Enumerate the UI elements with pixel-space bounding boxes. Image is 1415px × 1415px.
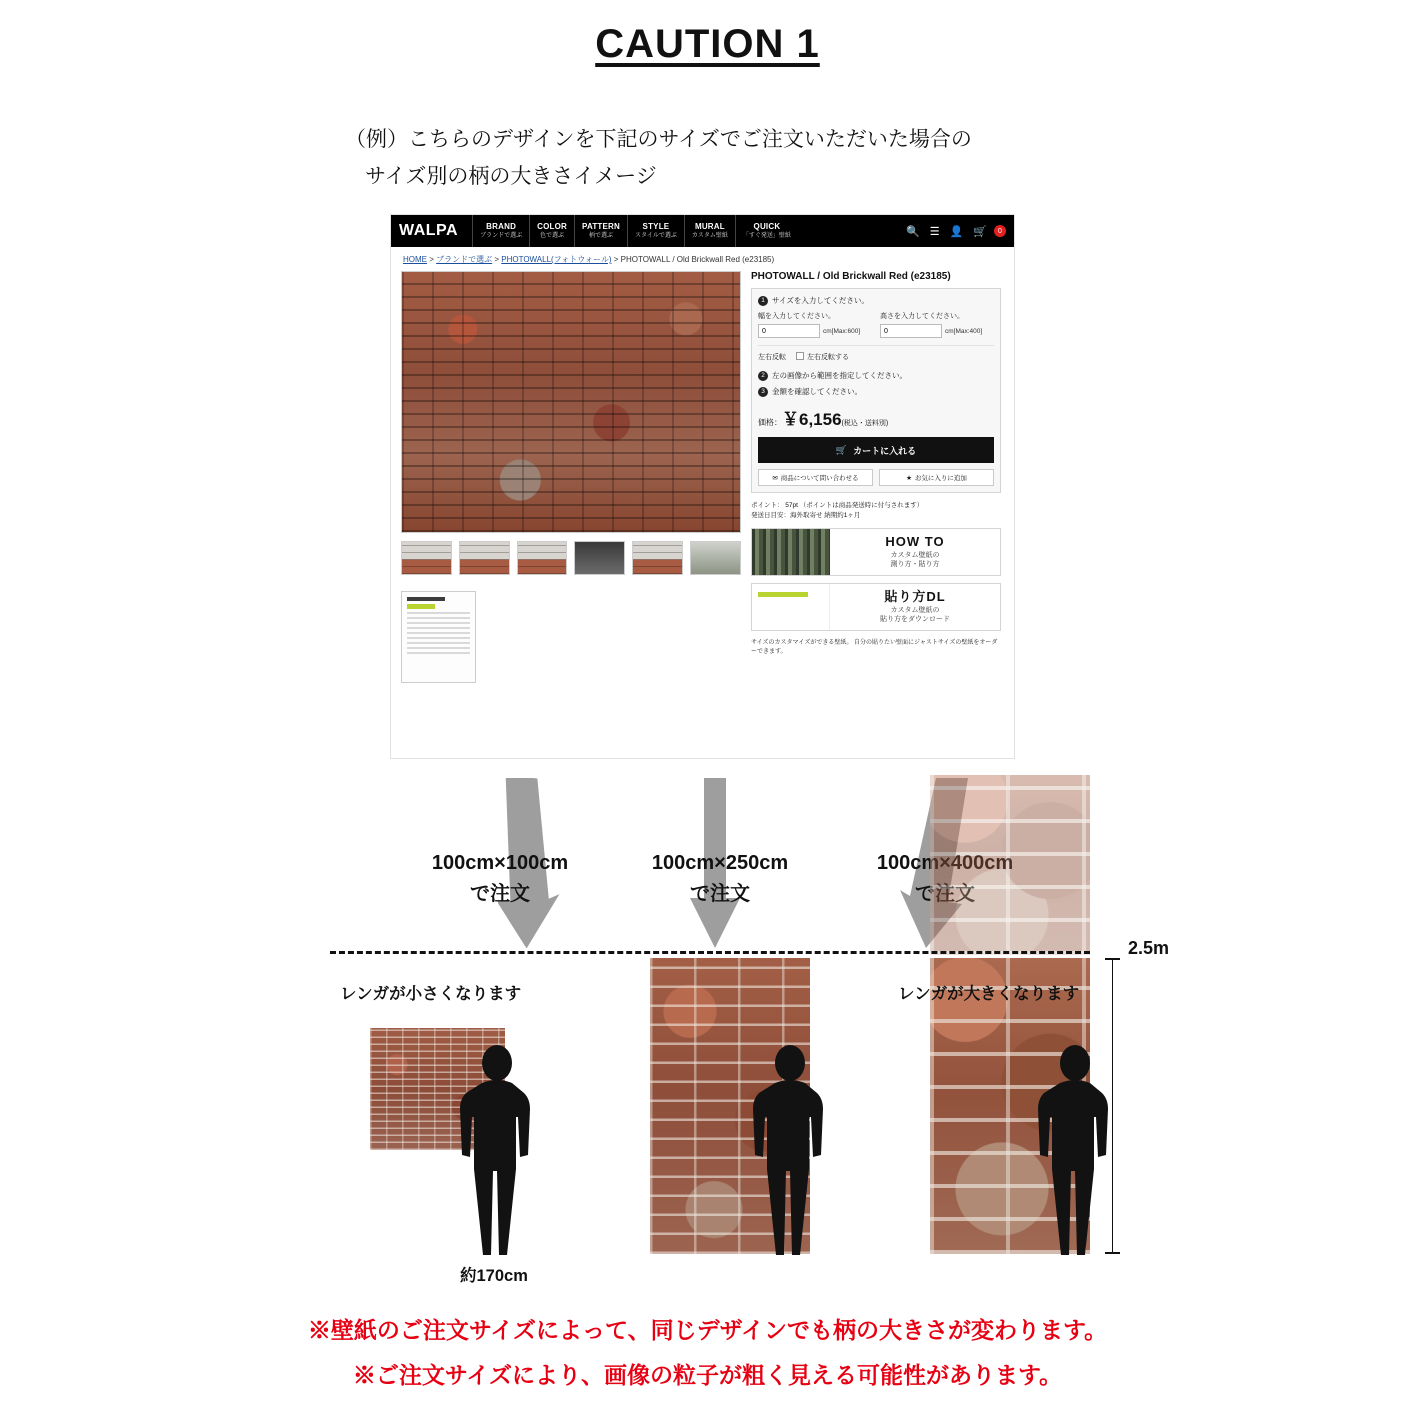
nav-item-style-en: STYLE	[642, 222, 670, 232]
warning-line-1: ※壁紙のご注文サイズによって、同じデザインでも柄の大きさが変わります。	[307, 1317, 1108, 1343]
howto-banner-sub1: カスタム壁紙の	[890, 551, 940, 559]
width-field-group	[758, 311, 872, 338]
nav-item-color[interactable]	[529, 215, 574, 247]
site-header	[391, 215, 1014, 247]
page-title: CAUTION 1	[595, 22, 820, 66]
point-note-line-1: ポイント： 57pt （ポイントは商品発送時に付与されます）	[751, 502, 924, 509]
nav-item-quick-en: QUICK	[753, 222, 781, 232]
height-reference-line	[330, 951, 1090, 954]
add-to-cart-label: カートに入れる	[853, 445, 917, 456]
height-label: 高さを入力してください。	[880, 313, 964, 320]
step-1-number: 1	[758, 296, 768, 306]
step-3	[758, 386, 994, 397]
breadcrumb: HOME > ブランドで選ぶ > PHOTOWALL(フォトウォール) > PHOTOWALL / Old Brickwall Red (e23185)	[403, 255, 775, 264]
size-input-panel	[751, 288, 1001, 493]
thumbnail-row	[401, 541, 741, 575]
product-gallery	[401, 271, 741, 683]
order-size-1: 100cm×100cm	[431, 852, 569, 874]
hanging-instructions-thumbnail[interactable]	[401, 591, 476, 683]
step-1	[758, 295, 994, 306]
thumbnail-4[interactable]	[574, 541, 625, 575]
main-nav	[472, 215, 898, 247]
warning-line-2: ※ご注文サイズにより、画像の粒子が粗く見える可能性があります。	[352, 1362, 1063, 1388]
howto-banner-sub2: 測り方・貼り方	[890, 561, 940, 569]
flip-checkbox[interactable]	[796, 352, 804, 360]
order-label-2	[610, 848, 830, 910]
person-height-label: 約170cm	[460, 1267, 528, 1285]
order-label-1	[390, 848, 610, 910]
download-banner-sub1: カスタム壁紙の	[890, 606, 940, 614]
download-banner-title: 貼り方DL	[884, 589, 946, 605]
height-unit: cm[Max:400]	[945, 327, 983, 335]
thumbnail-2[interactable]	[459, 541, 510, 575]
nav-item-quick[interactable]	[735, 215, 798, 247]
nav-item-brand[interactable]	[472, 215, 529, 247]
cart-icon-small: 🛒	[835, 444, 848, 455]
howto-banner[interactable]	[751, 528, 1001, 576]
nav-item-mural-ja: カスタム壁紙	[691, 232, 728, 239]
width-unit: cm[Max:600]	[823, 327, 861, 335]
height-field-group	[880, 311, 994, 338]
user-icon[interactable]: 👤	[949, 225, 964, 238]
nav-item-color-en: COLOR	[537, 222, 567, 232]
thumbnail-1[interactable]	[401, 541, 452, 575]
search-icon[interactable]: 🔍	[906, 225, 920, 238]
size-fields	[758, 311, 994, 338]
contact-button-label: 商品について問い合わせる	[780, 475, 859, 482]
header-icons	[898, 225, 1014, 238]
point-note	[751, 501, 1001, 521]
intro-line-2: サイズ別の柄の大きさイメージ	[365, 164, 657, 188]
nav-item-brand-ja: ブランドで選ぶ	[480, 232, 523, 239]
add-to-cart-button[interactable]	[758, 437, 994, 463]
price-label: 価格：	[758, 418, 782, 427]
mail-icon: ✉	[772, 474, 778, 482]
cart-count-badge: 0	[994, 225, 1006, 237]
intro-text	[345, 122, 972, 196]
order-suffix-2: で注文	[690, 883, 750, 905]
product-order-panel	[751, 271, 1001, 683]
person-silhouette-2	[745, 1043, 835, 1260]
breadcrumb-brand[interactable]: ブランドで選ぶ	[436, 255, 493, 264]
download-banner[interactable]	[751, 583, 1001, 631]
product-title: PHOTOWALL / Old Brickwall Red (e23185)	[751, 271, 951, 282]
nav-item-pattern-en: PATTERN	[582, 222, 620, 232]
breadcrumb-home[interactable]: HOME	[403, 255, 427, 264]
order-suffix-1: で注文	[470, 883, 530, 905]
breadcrumb-current: PHOTOWALL / Old Brickwall Red (e23185)	[620, 255, 775, 264]
flip-checkbox-label: 左右反転する	[807, 354, 849, 361]
step-2-number: 2	[758, 371, 768, 381]
contact-button[interactable]	[758, 469, 873, 486]
step-2-label: 左の画像から範囲を指定してください。	[772, 371, 907, 380]
flip-checkbox-row[interactable]	[796, 352, 849, 362]
breadcrumb-photowall[interactable]: PHOTOWALL(フォトウォール)	[501, 255, 612, 264]
point-note-line-2: 発送日目安：海外取寄せ 納期約1ヶ月	[751, 511, 861, 519]
caption-bigger-bricks: レンガが大きくなります	[898, 985, 1080, 1003]
nav-item-style[interactable]	[627, 215, 684, 247]
nav-item-brand-en: BRAND	[486, 222, 517, 232]
flip-label: 左右反転	[758, 354, 786, 361]
download-banner-text	[830, 588, 1000, 624]
nav-item-quick-ja: 「すぐ発送」壁紙	[742, 232, 791, 239]
walpa-logo: WALPA	[399, 222, 459, 239]
intro-line-1: （例）こちらのデザインを下記のサイズでご注文いただいた場合の	[345, 128, 972, 151]
order-size-3: 100cm×400cm	[876, 852, 1014, 874]
sub-button-row	[758, 469, 994, 486]
nav-item-color-ja: 色で選ぶ	[540, 232, 565, 239]
howto-banner-image	[752, 529, 830, 575]
cart-icon[interactable]: 🛒	[973, 225, 987, 238]
price-row	[758, 405, 994, 430]
favorite-button-label: お気に入りに追加	[914, 475, 967, 482]
height-label-2-5m: 2.5m	[1128, 938, 1170, 958]
nav-item-pattern-ja: 柄で選ぶ	[588, 232, 613, 239]
width-input[interactable]	[758, 324, 820, 338]
order-size-2: 100cm×250cm	[651, 852, 789, 874]
person-silhouette-3	[1030, 1043, 1120, 1260]
list-icon[interactable]: ☰	[929, 225, 940, 238]
thumbnail-3[interactable]	[517, 541, 568, 575]
brick-sample-3-above-line	[930, 775, 1090, 955]
walpa-product-page-screenshot	[390, 214, 1015, 759]
thumbnail-6[interactable]	[690, 541, 741, 575]
nav-item-pattern[interactable]	[574, 215, 627, 247]
step-2	[758, 370, 994, 381]
price-amount: ￥6,156	[782, 410, 842, 429]
nav-item-style-ja: スタイルで選ぶ	[635, 232, 677, 239]
howto-banner-title: HOW TO	[885, 534, 945, 550]
price-tax: (税込・送料別)	[841, 420, 889, 427]
width-label: 幅を入力してください。	[758, 313, 835, 320]
step-3-label: 金額を確認してください。	[772, 387, 862, 396]
height-input[interactable]	[880, 324, 942, 338]
product-body	[391, 271, 1014, 683]
download-banner-sub2: 貼り方をダウンロード	[880, 616, 950, 624]
howto-banner-text	[830, 533, 1000, 569]
favorite-button[interactable]	[879, 469, 994, 486]
star-icon: ★	[906, 474, 912, 482]
product-foot-note: サイズのカスタマイズができる壁紙。 自分の貼りたい壁面にジャストサイズの壁紙をオーダーできます。	[751, 639, 998, 656]
thumbnail-5[interactable]	[632, 541, 683, 575]
person-silhouette-1	[452, 1043, 542, 1260]
flip-row	[758, 345, 994, 362]
nav-item-mural-en: MURAL	[694, 222, 725, 232]
order-suffix-3: で注文	[915, 883, 975, 905]
download-banner-image	[752, 584, 830, 630]
caption-smaller-bricks: レンガが小さくなります	[340, 985, 522, 1003]
product-main-image[interactable]	[401, 271, 741, 533]
nav-item-mural[interactable]	[684, 215, 735, 247]
step-1-label: サイズを入力してください。	[772, 296, 869, 305]
step-3-number: 3	[758, 387, 768, 397]
